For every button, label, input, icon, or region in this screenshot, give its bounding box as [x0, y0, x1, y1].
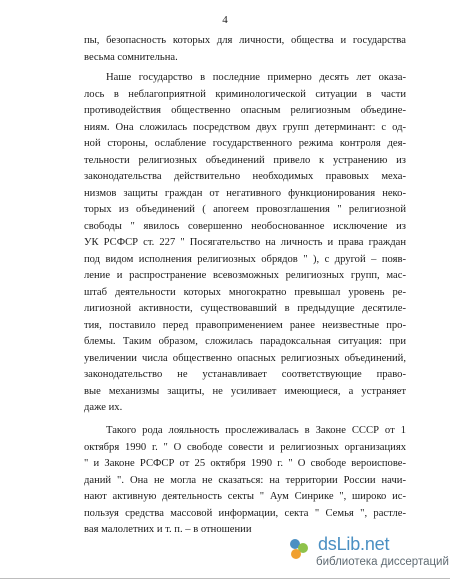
text-line: нают активную деятельность секты " Аум Синрике ", широко ис- — [84, 491, 406, 502]
text-line: под видом исполнения религиозных обрядов " ), с другой – появ- — [84, 253, 406, 265]
text-line: штаб деятельности которых многократно превышал уровень ре- — [84, 286, 406, 298]
text-line: пы, безопасность которых для личности, общества и государства — [84, 35, 406, 46]
text-line: лось в неблагоприятной криминологической ситуации в части — [84, 88, 406, 100]
text-line: вая малолетних и т. п. – в отношении — [84, 524, 252, 535]
text-line: тия, поставило перед правоприменением ранее неизвестные про- — [84, 319, 406, 331]
text-line: лигиозной активности, существовавший в предыдущие десятиле- — [84, 303, 406, 314]
text-line: Наше государство в последние примерно десять лет оказа- — [106, 72, 406, 83]
text-line: вые механизмы защиты, не усиливает имеющиеся, а устраняет — [84, 385, 406, 397]
page-number: 4 — [222, 14, 228, 26]
text-line: " и Законе РСФСР от 25 октября 1990 г. " О свободе вероиспове- — [84, 458, 406, 469]
text-line: даже их. — [84, 402, 123, 413]
paragraph-religious-associations — [84, 70, 406, 417]
dslib-logo-icon — [286, 536, 312, 562]
text-line: весьма сомнительна. — [84, 51, 178, 63]
text-line: законодательство не устанавливает соответствующие право- — [84, 369, 406, 380]
paragraph-continuation — [84, 33, 406, 66]
text-line: УК РСФСР ст. 227 " Посягательство на личность и права граждан — [84, 237, 406, 248]
text-line: ной стороны, ослабление государственного режима контроля дея- — [84, 138, 406, 149]
page-bottom-edge — [0, 578, 450, 579]
text-line: ниям. Она сложилась посредством двух групп детерминант: с од- — [84, 121, 406, 133]
text-line: свободы " явилось совершенно необоснованное исключение из — [84, 220, 406, 232]
text-line: Такого рода лояльность прослеживалась в Законе СССР от 1 — [106, 425, 406, 436]
dslib-watermark[interactable] — [286, 534, 449, 574]
text-line: законодательства действительно необходимых правовых меха- — [84, 171, 406, 182]
watermark-site-name[interactable]: dsLib.net — [318, 534, 390, 554]
text-line: торых из объединений ( апогеем провозглашения " религиозной — [84, 204, 406, 215]
text-line: даний ". Она не могла не сказаться: на территории России начи- — [84, 474, 406, 486]
text-line: пользуя средства массовой информации, секта " Семья ", растле- — [84, 507, 406, 519]
watermark-tagline: библиотека диссертаций — [316, 556, 449, 568]
text-line: октября 1990 г. " О свободе совести и религиозных организациях — [84, 441, 406, 453]
text-line: увеличении числа общественно опасных религиозных объединений, — [84, 352, 406, 364]
text-line: блемы. Таким образом, сложилась парадоксальная ситуация: при — [84, 336, 406, 347]
text-line: ление и распространение всевозможных религиозных групп, мас- — [84, 270, 406, 281]
paragraph-legislation — [84, 423, 406, 539]
text-line: противодействия общественно опасным религиозным объедине- — [84, 105, 406, 116]
text-line: тельности религиозных объединений привело к устранению из — [84, 154, 406, 166]
text-line: низмов защиты граждан от негативного функционирования неко- — [84, 187, 406, 199]
